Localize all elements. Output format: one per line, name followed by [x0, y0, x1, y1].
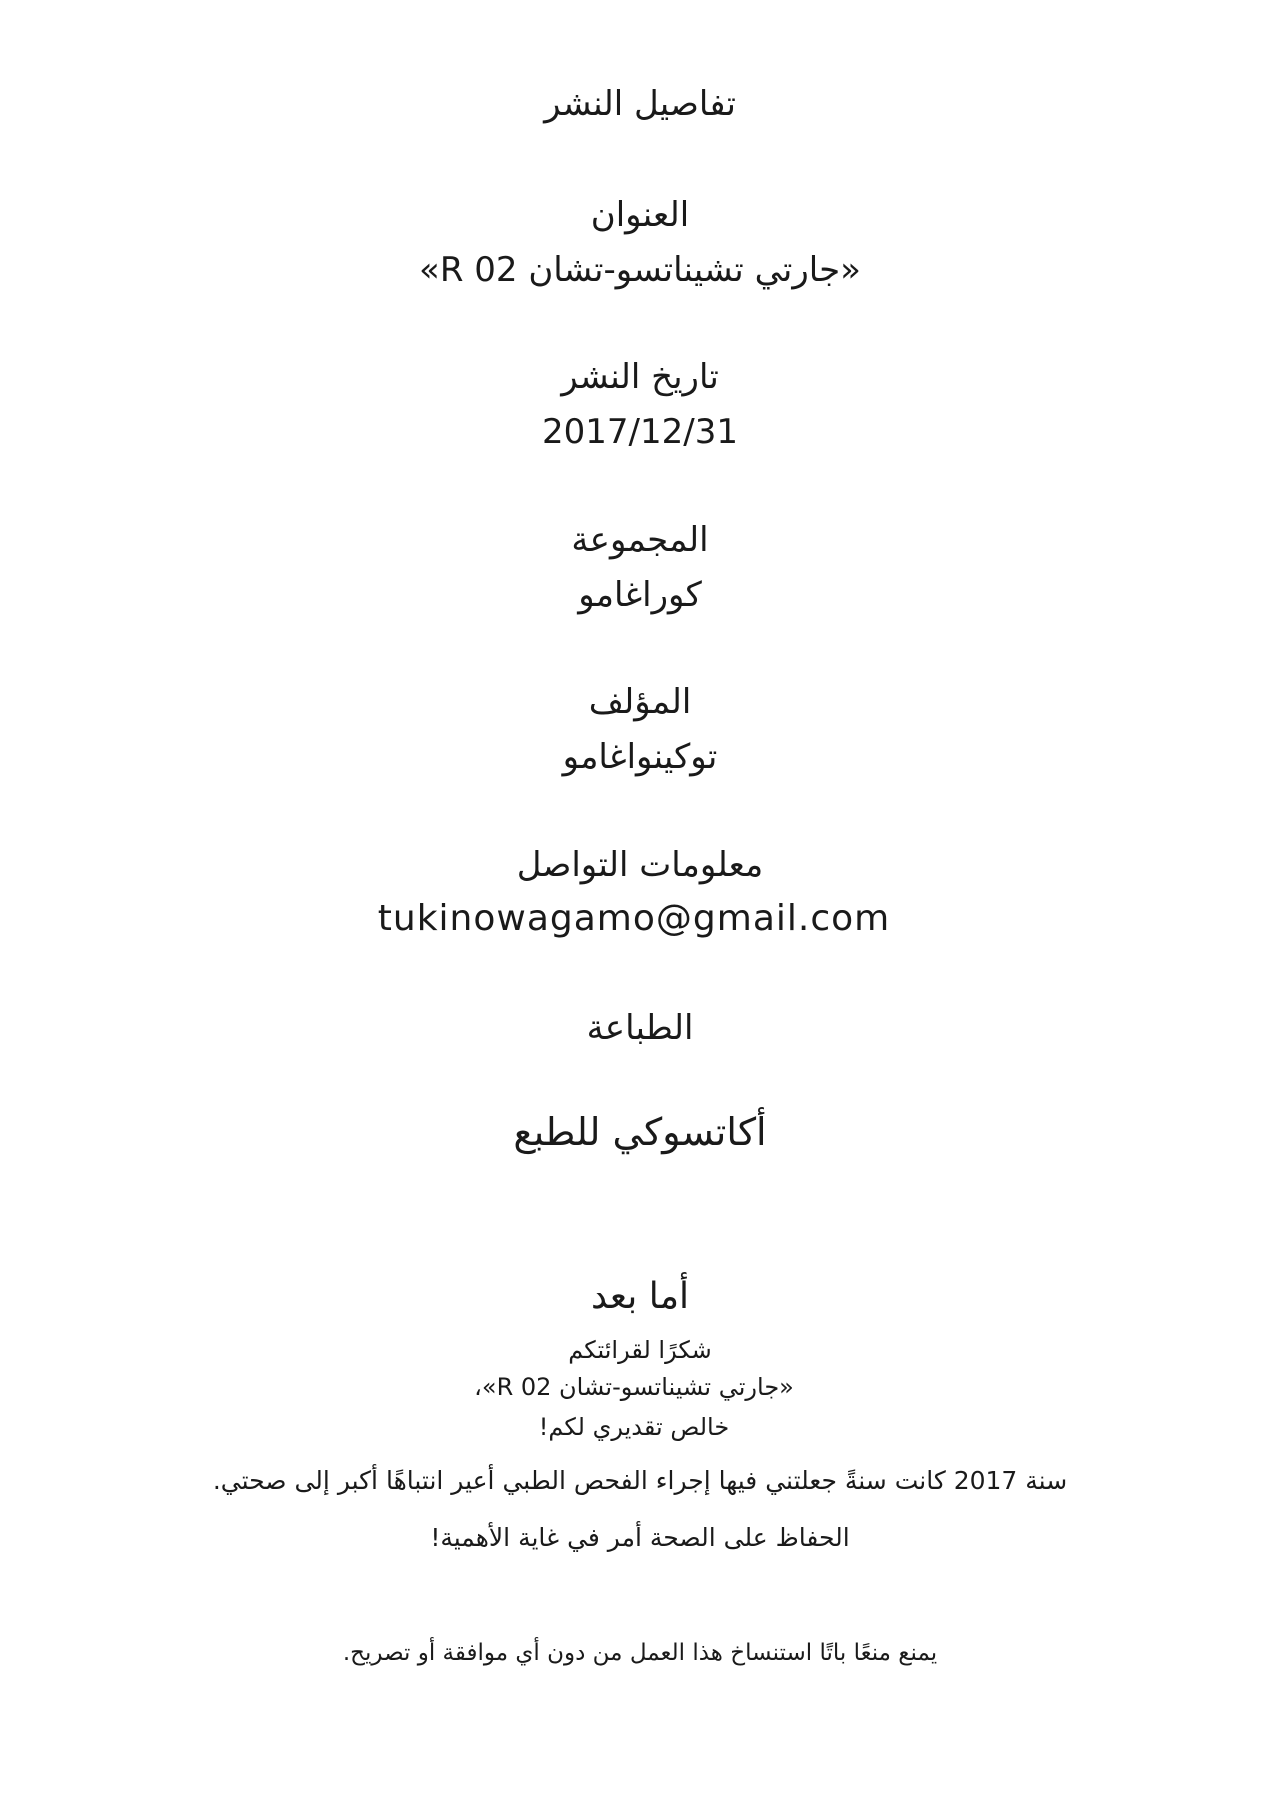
- contact-email: tukinowagamo@gmail.com: [377, 898, 891, 939]
- author-value: توكينواغامو: [562, 737, 718, 777]
- title-value: «جارتي تشيناتسو-تشان R 02»: [419, 250, 861, 290]
- afterword-thanks-line: شكرًا لقرائتكم: [568, 1336, 712, 1364]
- title-heading: العنوان: [590, 195, 690, 235]
- afterword-heading: أما بعد: [591, 1276, 689, 1317]
- afterword-note-line: سنة 2017 كانت سنةً جعلتني فيها إجراء الفحص الطبي أعير انتباهًا أكبر إلى صحتي.: [212, 1466, 1068, 1495]
- printing-heading: الطباعة: [586, 1008, 694, 1048]
- afterword-thanks-line: خالص تقديري لكم!: [538, 1413, 730, 1441]
- printing-value: أكاتسوكي للطبع: [513, 1110, 767, 1154]
- group-value: كوراغامو: [578, 575, 702, 615]
- contact-heading: معلومات التواصل: [516, 845, 764, 885]
- group-heading: المجموعة: [571, 520, 709, 560]
- publish-date-value: 2017/12/31: [542, 412, 738, 452]
- copyright-notice: يمنع منعًا باتًا استنساخ هذا العمل من دون أي موافقة أو تصريح.: [342, 1640, 938, 1666]
- afterword-note-line: الحفاظ على الصحة أمر في غاية الأهمية!: [430, 1523, 850, 1552]
- afterword-thanks-line: «جارتي تشيناتسو-تشان R 02»،: [474, 1373, 794, 1401]
- page-title: تفاصيل النشر: [544, 84, 736, 124]
- publish-date-heading: تاريخ النشر: [561, 357, 719, 397]
- author-heading: المؤلف: [588, 682, 692, 722]
